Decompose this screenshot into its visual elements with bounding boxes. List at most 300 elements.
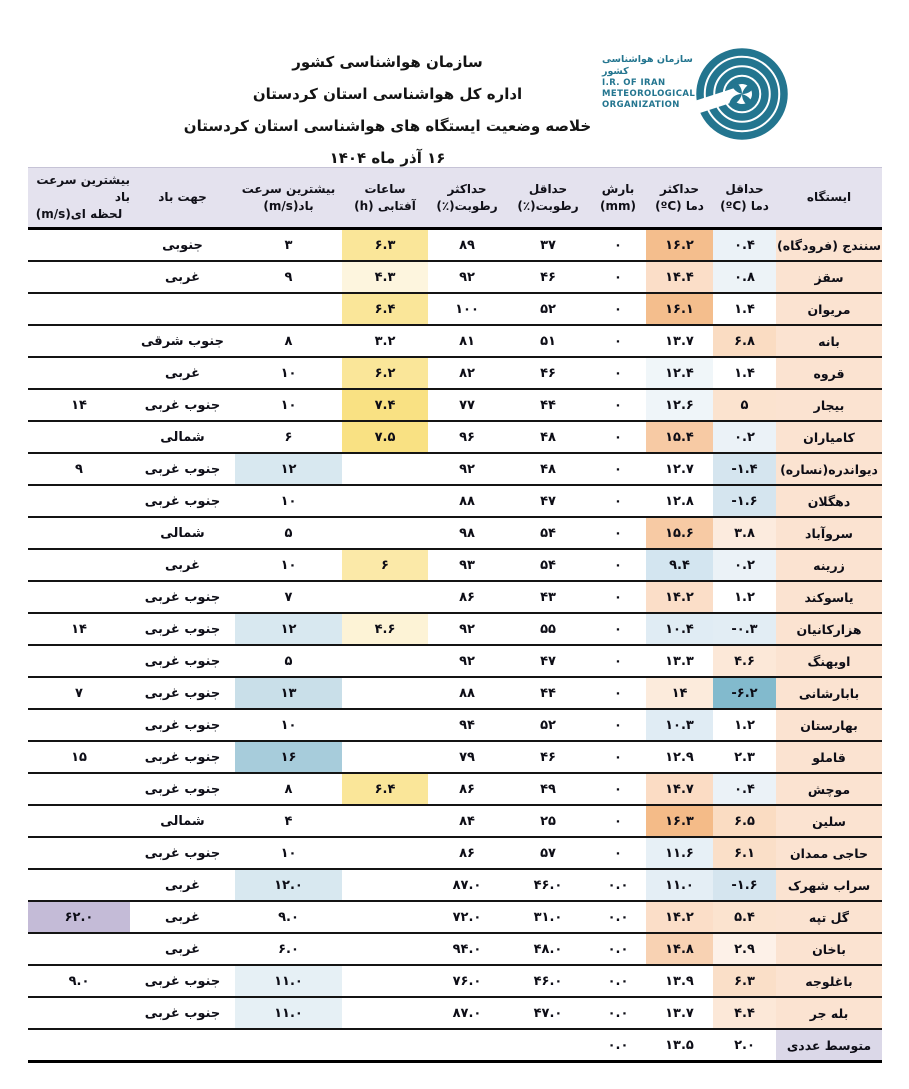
cell-tmin: ۶.۳ (713, 966, 776, 996)
station-row (28, 772, 882, 804)
cell-hmin: ۳۷ (540, 237, 556, 253)
cell-precip: ۰ (614, 845, 622, 861)
cell-hmax: ۹۶ (459, 429, 475, 445)
cell-station: بهارستان (776, 710, 882, 740)
station-row (28, 708, 882, 740)
cell-hmax: ۸۲ (459, 365, 475, 381)
cell-precip: ۰ (614, 301, 622, 317)
cell-hmin: ۴۷ (540, 653, 556, 669)
cell-gust (28, 710, 130, 740)
cell-tmin: -۰.۳ (713, 614, 776, 644)
cell-precip: ۰ (614, 621, 622, 637)
cell-wind: ۱۱.۰ (235, 998, 342, 1028)
cell-hmax: ۷۷ (459, 397, 475, 413)
cell-hmin: ۵۷ (540, 845, 556, 861)
cell-precip: ۰ (614, 493, 622, 509)
cell-sun: ۳.۲ (374, 333, 396, 349)
station-row (28, 868, 882, 900)
cell-sun (342, 870, 428, 900)
station-row (28, 420, 882, 452)
cell-station: بابارشانی (776, 678, 882, 708)
station-row (28, 452, 882, 484)
cell-hmax: ۸۸ (459, 685, 475, 701)
cell-tmin: ۱.۲ (734, 717, 755, 733)
cell-sun (342, 486, 428, 516)
cell-tmax: ۱۴.۲ (646, 902, 713, 932)
cell-tmin: ۲.۹ (713, 934, 776, 964)
cell-tmax: ۱۰.۳ (646, 710, 713, 740)
cell-dir: جنوب غربی (144, 589, 221, 605)
cell-precip: ۰ (614, 429, 622, 445)
cell-hmax: ۷۲.۰ (452, 909, 482, 925)
station-row (28, 740, 882, 772)
cell-station: سروآباد (776, 518, 882, 548)
header-cell-station: ایستگاه (806, 190, 852, 204)
cell-dir: جنوب غربی (144, 397, 221, 413)
cell-gust (28, 870, 130, 900)
cell-tmin: -۶.۲ (713, 678, 776, 708)
cell-hmax: ۸۱ (459, 333, 475, 349)
cell-tmin: ۰.۴ (713, 230, 776, 260)
logo-en-line3: ORGANIZATION (602, 100, 680, 110)
cell-sun: ۶.۴ (342, 294, 428, 324)
cell-gust: ۱۴ (71, 621, 87, 637)
cell-dir: غربی (165, 269, 201, 285)
station-row (28, 612, 882, 644)
header-cell-tmin: حداقل دما (ºC) (720, 181, 769, 213)
cell-dir: غربی (165, 877, 201, 893)
cell-dir: غربی (165, 941, 201, 957)
station-row (28, 804, 882, 836)
cell-hmax: ۸۷.۰ (452, 1005, 482, 1021)
cell-tmax: ۱۲.۷ (665, 461, 694, 477)
logo-en-line2: METEOROLOGICAL (602, 89, 696, 99)
cell-tmax: ۱۱.۶ (646, 838, 713, 868)
station-row (28, 580, 882, 612)
station-row (28, 356, 882, 388)
cell-wind: ۶.۰ (278, 941, 299, 957)
cell-gust (28, 582, 130, 612)
cell-precip: ۰ (614, 653, 622, 669)
logo-fa-name: سازمان هواشناسی کشور (602, 54, 693, 77)
cell-hmax (428, 1030, 506, 1060)
cell-tmin: ۴.۴ (713, 998, 776, 1028)
cell-tmin: ۲.۳ (734, 749, 755, 765)
cell-wind: ۱۶ (235, 742, 342, 772)
cell-station: بانه (776, 326, 882, 356)
cell-hmin: ۴۳ (540, 589, 556, 605)
cell-station: موچش (776, 774, 882, 804)
cell-hmin: ۴۶.۰ (533, 877, 563, 893)
cell-wind: ۸ (284, 333, 293, 349)
cell-sun: ۶.۳ (342, 230, 428, 260)
cell-sun (342, 518, 428, 548)
average-row (28, 1028, 882, 1060)
cell-gust (28, 1030, 130, 1060)
cell-hmin: ۴۷ (540, 493, 556, 509)
cell-dir: جنوب غربی (144, 717, 221, 733)
cell-precip: ۰ (614, 237, 622, 253)
cell-station: بله جر (776, 998, 882, 1028)
cell-station: باغلوجه (776, 966, 882, 996)
cell-precip: ۰ (614, 365, 622, 381)
station-row (28, 516, 882, 548)
cell-precip: ۰ (614, 717, 622, 733)
cell-sun: ۷.۴ (342, 390, 428, 420)
cell-tmin: -۱.۴ (713, 454, 776, 484)
cell-tmax: ۱۲.۸ (665, 493, 694, 509)
cell-tmin: ۶.۱ (713, 838, 776, 868)
cell-tmax: ۱۳.۵ (665, 1037, 694, 1053)
cell-gust (28, 422, 130, 452)
cell-hmax: ۸۶ (459, 589, 475, 605)
cell-wind: ۱۰ (280, 397, 297, 413)
cell-dir: جنوب غربی (144, 749, 221, 765)
cell-hmin: ۴۹ (540, 781, 556, 797)
cell-station: کامیاران (776, 422, 882, 452)
station-row (28, 676, 882, 708)
cell-tmax: ۹.۴ (646, 550, 713, 580)
cell-gust: ۹.۰ (68, 973, 90, 989)
cell-gust (28, 550, 130, 580)
cell-wind: ۱۰ (280, 493, 297, 509)
cell-dir (130, 294, 235, 324)
cell-hmin: ۳۱.۰ (533, 909, 563, 925)
cell-gust (28, 358, 130, 388)
cell-wind: ۱۰ (280, 717, 297, 733)
cell-hmin: ۴۴ (540, 397, 556, 413)
cell-hmin: ۴۶ (540, 365, 556, 381)
cell-precip: ۰.۰ (607, 941, 629, 957)
cell-wind: ۱۲ (235, 614, 342, 644)
cell-hmax: ۹۴ (459, 717, 475, 733)
cell-tmax: ۱۰.۴ (646, 614, 713, 644)
cell-wind: ۱۲.۰ (235, 870, 342, 900)
cell-tmin: ۳.۸ (713, 518, 776, 548)
cell-gust: ۱۴ (71, 397, 87, 413)
station-row (28, 548, 882, 580)
cell-dir: غربی (165, 365, 201, 381)
cell-sun (342, 934, 428, 964)
cell-hmin: ۵۴ (540, 525, 556, 541)
cell-tmax: ۱۳.۷ (665, 1005, 694, 1021)
cell-hmax: ۷۶.۰ (452, 973, 482, 989)
cell-dir: جنوب غربی (144, 621, 221, 637)
cell-hmin: ۵۲ (540, 301, 556, 317)
cell-precip: ۰.۰ (607, 877, 629, 893)
cell-wind: ۱۰ (280, 365, 297, 381)
cell-tmin: ۱.۴ (734, 365, 755, 381)
cell-wind: ۶ (284, 429, 293, 445)
cell-sun (342, 710, 428, 740)
cell-dir: جنوب غربی (144, 685, 221, 701)
cell-precip: ۰ (614, 781, 622, 797)
cell-wind: ۱۳ (235, 678, 342, 708)
cell-tmax: ۱۶.۳ (646, 806, 713, 836)
cell-station: باخان (776, 934, 882, 964)
cell-hmin: ۴۶ (540, 749, 556, 765)
cell-tmin: -۱.۶ (713, 870, 776, 900)
cell-hmin: ۴۸.۰ (533, 941, 563, 957)
cell-tmin: -۱.۶ (713, 486, 776, 516)
cell-hmax: ۸۴ (459, 813, 475, 829)
header-cell-hmin: حداقل رطوبت(٪) (517, 181, 579, 213)
cell-gust (28, 646, 130, 676)
cell-wind: ۵ (284, 653, 293, 669)
cell-wind: ۱۲ (235, 454, 342, 484)
cell-dir: شمالی (160, 525, 205, 541)
cell-tmax: ۱۲.۴ (646, 358, 713, 388)
cell-sun: ۴.۶ (342, 614, 428, 644)
cell-station: حاجی ممدان (776, 838, 882, 868)
cell-wind: ۴ (284, 813, 293, 829)
station-row (28, 964, 882, 996)
cell-wind: ۱۰ (280, 845, 297, 861)
cell-station: زرینه (776, 550, 882, 580)
cell-sun (342, 678, 428, 708)
weather-table (28, 167, 882, 1063)
cell-hmin (506, 1030, 590, 1060)
cell-tmax: ۱۵.۶ (646, 518, 713, 548)
cell-hmax: ۹۳ (459, 557, 475, 573)
cell-precip: ۰ (614, 557, 622, 573)
cell-station: سراب شهرک (776, 870, 882, 900)
cell-precip: ۰ (614, 397, 622, 413)
cell-sun: ۶ (342, 550, 428, 580)
cell-hmax: ۹۸ (459, 525, 475, 541)
cell-tmin: ۰.۴ (713, 774, 776, 804)
dept-title: اداره کل هواشناسی استان کردستان (252, 85, 523, 103)
cell-gust (28, 518, 130, 548)
cell-precip: ۰ (614, 749, 622, 765)
cell-gust: ۹ (75, 461, 83, 477)
cell-hmax: ۸۸ (459, 493, 475, 509)
cell-dir: جنوبی (162, 237, 203, 253)
cell-precip: ۰ (614, 813, 622, 829)
station-row (28, 644, 882, 676)
cell-hmin: ۵۱ (540, 333, 556, 349)
cell-sun (342, 646, 428, 676)
cell-tmax: ۱۴ (646, 678, 713, 708)
station-row (28, 292, 882, 324)
cell-tmax: ۱۳.۹ (665, 973, 694, 989)
cell-tmax: ۱۶.۲ (646, 230, 713, 260)
cell-station: هزارکانیان (776, 614, 882, 644)
cell-tmax: ۱۳.۷ (665, 333, 694, 349)
station-row (28, 484, 882, 516)
cell-wind (235, 1030, 342, 1060)
station-row (28, 900, 882, 932)
cell-sun (342, 998, 428, 1028)
header-cell-dir: جهت باد (158, 190, 207, 204)
cell-precip: ۰ (614, 589, 622, 605)
cell-station: اویهنگ (776, 646, 882, 676)
cell-tmin: ۴.۶ (713, 646, 776, 676)
cell-precip: ۰ (614, 269, 622, 285)
cell-hmax: ۹۲ (459, 653, 475, 669)
cell-hmin: ۵۲ (540, 717, 556, 733)
report-date: ۱۶ آذر ماه ۱۴۰۴ (329, 149, 446, 167)
cell-precip: ۰ (614, 525, 622, 541)
cell-wind: ۱۰ (280, 557, 297, 573)
cell-tmax: ۱۵.۴ (646, 422, 713, 452)
cell-precip: ۰ (614, 685, 622, 701)
cell-tmax: ۱۲.۹ (665, 749, 694, 765)
cell-tmin: ۲.۰ (734, 1037, 755, 1053)
cell-wind: ۸ (284, 781, 293, 797)
cell-tmin: ۵.۴ (713, 902, 776, 932)
cell-tmin: ۵ (713, 390, 776, 420)
header-cell-tmax: حداکثر دما (ºC) (655, 181, 704, 213)
cell-hmin: ۵۵ (540, 621, 556, 637)
cell-hmax: ۸۷.۰ (452, 877, 482, 893)
cell-precip: ۰ (614, 461, 622, 477)
cell-station: متوسط عددی (776, 1030, 882, 1060)
cell-wind (235, 294, 342, 324)
cell-hmin: ۵۴ (540, 557, 556, 573)
cell-sun (342, 582, 428, 612)
cell-gust (28, 486, 130, 516)
cell-gust (28, 806, 130, 836)
cell-wind: ۵ (284, 525, 293, 541)
header-cell-precip: بارش (mm) (600, 181, 636, 213)
cell-precip: ۰.۰ (607, 909, 629, 925)
cell-wind: ۷ (284, 589, 293, 605)
cell-tmin: ۱.۲ (734, 589, 755, 605)
cell-gust (28, 326, 130, 356)
cell-hmin: ۲۵ (540, 813, 556, 829)
cell-hmax: ۹۲ (459, 621, 475, 637)
cell-precip: ۰.۰ (607, 973, 629, 989)
cell-sun (342, 806, 428, 836)
cell-precip: ۰ (614, 333, 622, 349)
cell-tmin: ۰.۲ (713, 550, 776, 580)
cell-station: گل تپه (776, 902, 882, 932)
cell-hmin: ۴۶.۰ (533, 973, 563, 989)
cell-sun (342, 742, 428, 772)
cell-gust: ۶۲.۰ (28, 902, 130, 932)
cell-gust (28, 294, 130, 324)
cell-tmax: ۱۴.۷ (646, 774, 713, 804)
logo-en-line1: I.R. OF IRAN (602, 78, 666, 88)
cell-precip: ۰.۰ (607, 1005, 629, 1021)
cell-dir: جنوب غربی (144, 845, 221, 861)
station-row (28, 324, 882, 356)
cell-dir: شمالی (160, 429, 205, 445)
header-cell-wind: بیشترین سرعت باد(m/s) (241, 181, 336, 213)
cell-hmax: ۹۴.۰ (452, 941, 482, 957)
cell-dir: جنوب شرقی (141, 333, 224, 349)
station-row (28, 836, 882, 868)
cell-sun (342, 902, 428, 932)
cell-wind: ۱۱.۰ (235, 966, 342, 996)
cell-tmax: ۱۱.۰ (646, 870, 713, 900)
cell-hmax: ۱۰۰ (455, 301, 479, 317)
station-row (28, 996, 882, 1028)
cell-dir: غربی (165, 909, 201, 925)
cell-sun: ۷.۵ (342, 422, 428, 452)
cell-wind: ۳ (284, 237, 293, 253)
cell-tmax: ۱۴.۲ (646, 582, 713, 612)
station-row (28, 260, 882, 292)
cell-dir: جنوب غربی (144, 493, 221, 509)
station-row (28, 388, 882, 420)
cell-hmax: ۷۹ (459, 749, 475, 765)
cell-sun: ۶.۲ (342, 358, 428, 388)
table-header-row (28, 167, 882, 227)
cell-hmax: ۸۹ (459, 237, 475, 253)
cell-gust: ۷ (75, 685, 83, 701)
cell-hmin: ۴۸ (540, 461, 556, 477)
cell-tmax: ۱۴.۴ (646, 262, 713, 292)
cell-station: یاسوکند (776, 582, 882, 612)
cell-hmax: ۸۶ (459, 845, 475, 861)
cell-gust (28, 838, 130, 868)
cell-dir: جنوب غربی (144, 781, 221, 797)
cell-dir: جنوب غربی (144, 1005, 221, 1021)
station-row (28, 932, 882, 964)
cell-tmax: ۱۶.۱ (646, 294, 713, 324)
cell-station: قاملو (776, 742, 882, 772)
cell-tmax: ۱۳.۳ (665, 653, 694, 669)
cell-station: مریوان (776, 294, 882, 324)
cell-sun (342, 454, 428, 484)
cell-sun (342, 1030, 428, 1060)
cell-gust (28, 774, 130, 804)
cell-station: سلین (776, 806, 882, 836)
cell-sun: ۶.۴ (342, 774, 428, 804)
cell-station: دهگلان (776, 486, 882, 516)
cell-hmin: ۴۶ (540, 269, 556, 285)
cell-hmax: ۹۲ (459, 461, 475, 477)
cell-dir: شمالی (160, 813, 205, 829)
cell-wind: ۹.۰ (278, 909, 299, 925)
cell-tmin: ۶.۸ (713, 326, 776, 356)
cell-wind: ۹ (284, 269, 293, 285)
cell-hmin: ۴۸ (540, 429, 556, 445)
cell-gust (28, 934, 130, 964)
cell-dir: غربی (165, 557, 201, 573)
cell-tmax: ۱۴.۸ (646, 934, 713, 964)
cell-sun: ۴.۳ (342, 262, 428, 292)
station-row (28, 227, 882, 260)
cell-sun (342, 838, 428, 868)
cell-tmax: ۱۲.۶ (646, 390, 713, 420)
cell-station: دیواندره(نساره) (776, 454, 882, 484)
cell-station: بیجار (776, 390, 882, 420)
cell-tmin: ۱.۴ (734, 301, 755, 317)
cell-dir: جنوب غربی (144, 461, 221, 477)
cell-dir: جنوب غربی (144, 653, 221, 669)
cell-gust (28, 230, 130, 260)
cell-hmax: ۸۶ (459, 781, 475, 797)
cell-sun (342, 966, 428, 996)
cell-station: قروه (776, 358, 882, 388)
cell-hmin: ۴۷.۰ (533, 1005, 563, 1021)
cell-hmax: ۹۲ (459, 269, 475, 285)
cell-gust (28, 998, 130, 1028)
org-title: سازمان هواشناسی کشور (292, 53, 483, 71)
cell-station: سنندج (فرودگاه) (776, 230, 882, 260)
cell-tmin: ۰.۲ (713, 422, 776, 452)
cell-tmin: ۶.۵ (713, 806, 776, 836)
letterhead (10, 46, 765, 174)
cell-tmin: ۰.۸ (713, 262, 776, 292)
cell-gust (28, 262, 130, 292)
cell-dir (130, 1030, 235, 1060)
header-cell-sun: ساعات آفتابی (h) (354, 181, 416, 213)
cell-precip: ۰.۰ (607, 1037, 629, 1053)
